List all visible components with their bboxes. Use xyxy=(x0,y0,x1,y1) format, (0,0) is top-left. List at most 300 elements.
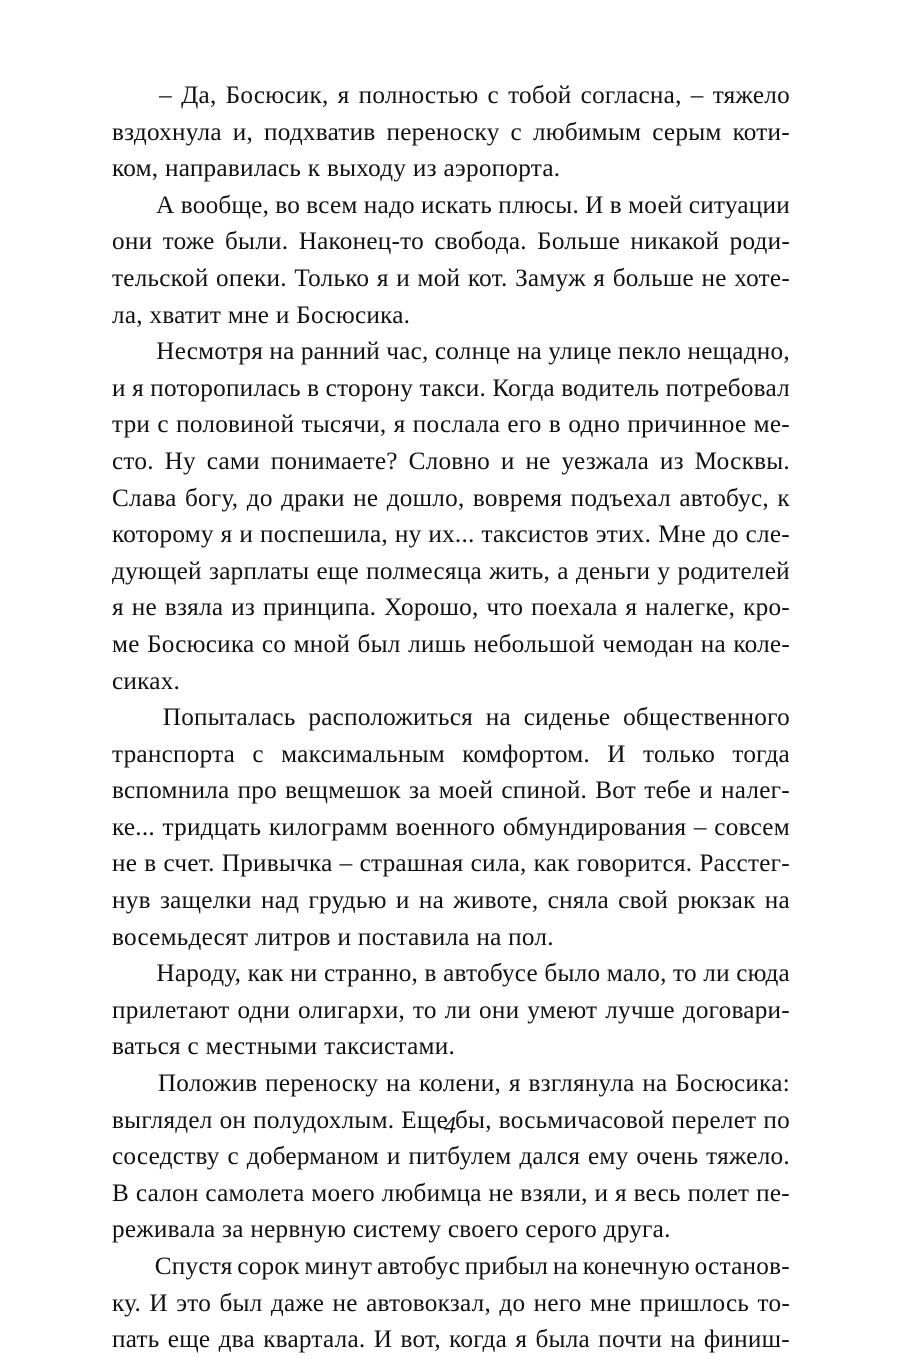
line-word: моей xyxy=(628,191,683,219)
line-word: поехала xyxy=(531,594,618,622)
line-word: комфортом. xyxy=(462,740,590,768)
line-word: то xyxy=(412,996,437,1024)
line-word: они xyxy=(479,996,520,1024)
line-word: больше xyxy=(612,264,694,292)
line-word: не xyxy=(701,264,727,292)
line-word: килограмм xyxy=(268,813,388,841)
line-word: из xyxy=(659,447,684,475)
line-word: И xyxy=(585,191,604,219)
line-word: дался xyxy=(519,1143,581,1171)
line-word: на xyxy=(670,1326,696,1354)
line-word: сорок xyxy=(237,1253,300,1280)
line-word: я xyxy=(112,594,124,622)
line-word: как xyxy=(247,960,284,988)
line-word: сняла xyxy=(547,887,609,915)
line-word: плюсы. xyxy=(498,191,580,219)
line-word: к xyxy=(777,484,790,512)
line-word: Положив xyxy=(157,1070,258,1098)
line-word: уезжала xyxy=(561,447,650,475)
line-word: что xyxy=(486,594,524,622)
line-word: финиш- xyxy=(703,1326,790,1354)
line-word: Да, xyxy=(181,82,217,109)
line-word: никакой xyxy=(630,228,720,256)
paragraph xyxy=(112,334,790,700)
line-word: не xyxy=(332,1289,358,1317)
line-word: и xyxy=(239,521,254,549)
line-word: Слава xyxy=(112,484,177,512)
line-word: очень xyxy=(636,1143,699,1171)
line-word: я xyxy=(337,82,350,109)
line-word: такси. xyxy=(419,374,487,402)
line-word: защелки xyxy=(159,887,252,915)
line-word: богу, xyxy=(184,484,239,512)
line-indent xyxy=(112,188,150,225)
line-word: мой xyxy=(417,264,461,292)
text-line xyxy=(112,444,790,481)
line-word: Привычка xyxy=(221,850,333,878)
line-word: рюкзак xyxy=(677,887,756,915)
line-word: одно xyxy=(568,411,621,439)
text-line xyxy=(112,261,790,298)
line-text: ваться с местными таксистами. xyxy=(112,1033,456,1061)
text-line xyxy=(112,1029,790,1066)
line-word: когда xyxy=(449,1326,508,1354)
line-word: Спустя xyxy=(154,1253,233,1280)
line-word: чемодан xyxy=(602,630,694,658)
text-line xyxy=(112,920,790,957)
line-word: транспорта xyxy=(112,740,236,768)
line-word: был xyxy=(219,1289,263,1317)
line-word: сто. xyxy=(112,447,154,475)
line-word: налег- xyxy=(721,777,790,805)
line-word: вообще, xyxy=(180,191,270,219)
line-text: ла, хватит мне и Босюсика. xyxy=(112,301,411,329)
line-word: потребовал xyxy=(665,374,790,402)
text-line xyxy=(112,627,790,664)
line-word: с xyxy=(487,82,499,109)
line-word: доберманом xyxy=(246,1143,380,1171)
line-word: серым xyxy=(652,118,722,146)
line-word: его xyxy=(507,411,542,439)
line-word: нув xyxy=(112,887,151,915)
line-word: зарплаты xyxy=(209,557,310,585)
line-word: на xyxy=(700,630,726,658)
line-word: одни xyxy=(237,996,291,1024)
line-word: свой xyxy=(618,887,669,915)
line-word: которому xyxy=(112,521,214,549)
line-word: Мне xyxy=(658,521,706,549)
line-word: я xyxy=(625,594,638,622)
line-word: И xyxy=(149,1289,168,1317)
text-line xyxy=(112,334,790,371)
line-word: пекло xyxy=(617,338,682,366)
text-line xyxy=(112,810,790,847)
line-word: вовремя xyxy=(472,484,563,512)
line-word: они xyxy=(112,228,153,256)
line-word: конечную xyxy=(582,1253,690,1280)
line-word: тысячи, xyxy=(301,411,387,439)
line-word: сле- xyxy=(745,521,790,549)
line-word: – xyxy=(339,850,353,878)
line-indent xyxy=(112,78,150,115)
line-word: салон xyxy=(135,1179,199,1207)
line-word: опеки. xyxy=(216,264,287,292)
line-word: моей xyxy=(438,777,494,805)
line-word: – xyxy=(693,813,707,841)
text-line xyxy=(112,1212,790,1249)
text-line xyxy=(112,151,790,188)
line-word: Вот xyxy=(595,777,637,805)
text-line xyxy=(112,554,790,591)
text-line xyxy=(112,956,790,993)
paragraph xyxy=(112,700,790,956)
line-word: Босюсика xyxy=(147,630,255,658)
line-word: на xyxy=(516,338,542,366)
line-word: Только xyxy=(294,264,370,292)
text-line xyxy=(112,115,790,152)
line-word: ли xyxy=(444,996,472,1024)
line-word: умеют xyxy=(527,996,598,1024)
line-word: солнце xyxy=(434,338,511,366)
page-text-body xyxy=(112,78,790,1359)
line-word: на xyxy=(418,887,445,915)
line-word: счет. xyxy=(163,850,215,878)
line-word: ли xyxy=(703,960,730,988)
line-word: полудохлым. xyxy=(253,1106,395,1134)
text-line xyxy=(112,1249,790,1286)
line-word: тогда xyxy=(732,740,790,768)
line-word: тобой xyxy=(508,82,572,109)
line-word: подъехал xyxy=(570,484,671,512)
line-word: за xyxy=(408,777,431,805)
line-word: был xyxy=(357,630,401,658)
line-word: общественного xyxy=(623,704,790,732)
line-word: в xyxy=(307,374,320,402)
line-word: Хорошо, xyxy=(384,594,479,622)
line-word: хоте- xyxy=(734,264,790,292)
line-word: дующей xyxy=(112,557,202,585)
line-word: в xyxy=(609,191,622,219)
line-word: на xyxy=(269,338,295,366)
line-word: мной xyxy=(293,630,351,658)
line-word: надо xyxy=(363,191,415,219)
line-word: согласна, xyxy=(580,82,682,109)
text-line xyxy=(112,298,790,335)
paragraph xyxy=(112,78,790,188)
line-word: тельской xyxy=(112,264,209,292)
line-word: вещмешок xyxy=(285,777,401,805)
line-word: свобода. xyxy=(434,228,527,256)
line-word: еще xyxy=(316,557,359,585)
line-word: и xyxy=(386,1143,401,1171)
text-line xyxy=(112,846,790,883)
page-number: 4 xyxy=(444,1113,456,1139)
line-indent xyxy=(112,700,150,737)
line-word: Когда xyxy=(492,374,555,402)
line-word: минут xyxy=(304,1253,373,1280)
line-word: коти- xyxy=(732,118,790,146)
line-word: а xyxy=(557,557,569,585)
line-word: их... xyxy=(428,521,475,549)
line-word: выглядел xyxy=(112,1106,213,1134)
text-line xyxy=(112,188,790,225)
line-word: не xyxy=(488,1179,514,1207)
line-word: небольшой xyxy=(473,630,595,658)
line-indent xyxy=(112,1249,150,1286)
line-word: олигархи, xyxy=(297,996,406,1024)
line-word: тридцать xyxy=(162,813,262,841)
line-text: восемьдесят литров и поставила на пол. xyxy=(112,923,554,951)
line-word: ситуации xyxy=(688,191,790,219)
line-word: И xyxy=(607,740,626,768)
line-word: животе, xyxy=(453,887,539,915)
line-word: не xyxy=(112,850,138,878)
line-word: налегке, xyxy=(645,594,736,622)
line-word: кро- xyxy=(743,594,790,622)
line-word: Еще xyxy=(401,1106,449,1134)
line-word: военного xyxy=(395,813,496,841)
line-word: тебе xyxy=(644,777,692,805)
line-word: расположиться xyxy=(308,704,474,732)
line-word: В xyxy=(112,1179,130,1207)
line-word: водитель xyxy=(561,374,660,402)
line-word: и xyxy=(594,1179,609,1207)
paragraph xyxy=(112,1066,790,1249)
line-word: я xyxy=(220,521,233,549)
line-word: и xyxy=(699,777,713,805)
line-word: автобус, xyxy=(679,484,769,512)
line-word: любимым xyxy=(532,118,642,146)
line-word: Босюсик, xyxy=(225,82,329,109)
line-word: понимаете? xyxy=(270,447,398,475)
line-word: – xyxy=(690,82,704,109)
line-word: это xyxy=(176,1289,212,1317)
line-indent xyxy=(112,334,150,371)
line-word: с xyxy=(510,118,522,146)
line-word: ку. xyxy=(112,1289,142,1317)
text-line xyxy=(112,1139,790,1176)
line-word: полет xyxy=(687,1179,750,1207)
line-word: мне xyxy=(590,1289,632,1317)
line-word: коле- xyxy=(733,630,790,658)
line-word: родителей xyxy=(677,557,790,585)
line-word: три xyxy=(112,411,151,439)
line-word: на xyxy=(386,1070,412,1098)
text-line xyxy=(112,737,790,774)
text-line xyxy=(112,883,790,920)
line-word: и, xyxy=(232,118,254,146)
line-word: тяжело xyxy=(712,82,790,109)
line-word: питбулем xyxy=(408,1143,512,1171)
line-word: полностью xyxy=(358,82,479,109)
line-word: прибыл xyxy=(464,1253,549,1280)
line-word: автобус xyxy=(376,1253,461,1280)
line-word: подхватив xyxy=(264,118,376,146)
line-word: жить, xyxy=(489,557,551,585)
line-word: пришлось xyxy=(639,1289,750,1317)
line-word: принципа. xyxy=(263,594,377,622)
line-word: и xyxy=(112,374,126,402)
line-word: пе- xyxy=(756,1179,790,1207)
line-word: час, xyxy=(386,338,429,366)
line-word: почти xyxy=(598,1326,663,1354)
line-word: страшная xyxy=(359,850,464,878)
text-line xyxy=(112,1066,790,1103)
line-word: с xyxy=(252,740,264,768)
line-word: полмесяца xyxy=(366,557,482,585)
line-word: и xyxy=(395,887,410,915)
line-word: ему xyxy=(588,1143,629,1171)
text-line xyxy=(112,700,790,737)
line-word: я xyxy=(508,1070,521,1098)
text-line xyxy=(112,517,790,554)
line-word: даже xyxy=(270,1289,325,1317)
line-word: на xyxy=(764,887,790,915)
text-line xyxy=(112,993,790,1030)
line-word: грудью xyxy=(308,887,387,915)
line-word: я xyxy=(376,264,389,292)
paragraph xyxy=(112,1249,790,1359)
line-word: прилетают xyxy=(112,996,230,1024)
line-word: до xyxy=(499,1289,526,1317)
line-word: дошло, xyxy=(386,484,465,512)
line-word: из xyxy=(231,594,256,622)
text-line xyxy=(112,371,790,408)
line-word: весь xyxy=(633,1179,681,1207)
line-word: – xyxy=(159,82,172,109)
line-word: и xyxy=(500,447,515,475)
line-word: на xyxy=(552,1253,579,1280)
line-word: вспомнила xyxy=(112,777,230,805)
line-word: взяли, xyxy=(520,1179,588,1207)
line-word: до xyxy=(712,521,739,549)
line-word: него xyxy=(533,1289,582,1317)
line-word: пать xyxy=(112,1326,160,1354)
line-word: он xyxy=(219,1106,247,1134)
line-word: как xyxy=(533,850,570,878)
line-word: сила, xyxy=(470,850,527,878)
line-word: искать xyxy=(421,191,493,219)
line-word: А xyxy=(156,191,175,219)
line-word: Несмотря xyxy=(156,338,264,366)
line-word: у xyxy=(657,557,671,585)
line-word: колени, xyxy=(419,1070,502,1098)
line-word: останов- xyxy=(694,1253,790,1280)
line-word: про xyxy=(237,777,277,805)
line-word: я xyxy=(515,1326,528,1354)
line-word: на xyxy=(642,1070,668,1098)
line-word: не xyxy=(353,484,379,512)
line-word: Больше xyxy=(537,228,621,256)
line-word: причинное xyxy=(627,411,747,439)
line-word: роди- xyxy=(729,228,790,256)
line-text: ком, направилась к выходу из аэропорта. xyxy=(112,155,561,183)
line-word: любимца xyxy=(381,1179,482,1207)
line-word: ну xyxy=(394,521,422,549)
line-word: всем xyxy=(306,191,358,219)
line-word: в xyxy=(424,960,437,988)
text-line xyxy=(112,407,790,444)
text-line xyxy=(112,481,790,518)
line-word: со xyxy=(261,630,287,658)
line-word: лучше xyxy=(605,996,675,1024)
line-word: ке... xyxy=(112,813,155,841)
line-word: Замуж xyxy=(515,264,586,292)
line-word: было xyxy=(544,960,601,988)
line-word: с xyxy=(227,1143,239,1171)
paragraph xyxy=(112,956,790,1066)
line-word: во xyxy=(275,191,301,219)
line-word: Попыталась xyxy=(162,704,296,732)
line-word: переноску xyxy=(265,1070,379,1098)
line-word: Босюсика: xyxy=(675,1070,790,1098)
line-word: поторопилась xyxy=(150,374,301,402)
line-word: нещадно, xyxy=(687,338,790,366)
line-word: взяла xyxy=(164,594,224,622)
line-word: была xyxy=(535,1326,590,1354)
line-word: бы, xyxy=(454,1106,492,1134)
line-word: не xyxy=(525,447,551,475)
line-word: переноску xyxy=(386,118,500,146)
line-word: Народу, xyxy=(156,960,242,988)
line-word: соседству xyxy=(112,1143,220,1171)
text-line xyxy=(112,664,790,701)
text-line xyxy=(112,590,790,627)
line-word: странно, xyxy=(323,960,419,988)
line-word: улице xyxy=(548,338,612,366)
line-text: сиках. xyxy=(112,667,181,695)
line-word: восьмичасовой xyxy=(498,1106,665,1134)
line-word: Словно xyxy=(408,447,491,475)
line-word: вот, xyxy=(400,1326,441,1354)
line-word: были. xyxy=(224,228,289,256)
line-word: этих. xyxy=(595,521,652,549)
line-word: Расстег- xyxy=(699,850,790,878)
line-word: по xyxy=(763,1106,790,1134)
line-word: я xyxy=(393,411,406,439)
line-indent xyxy=(112,1066,150,1103)
paragraph xyxy=(112,188,790,334)
line-word: ранний xyxy=(300,338,381,366)
line-word: сиденье xyxy=(523,704,611,732)
line-word: в xyxy=(548,411,562,439)
line-word: я xyxy=(614,1179,627,1207)
text-line xyxy=(112,1176,790,1213)
line-word: поспешила, xyxy=(260,521,388,549)
line-word: лишь xyxy=(408,630,467,658)
line-word: два xyxy=(218,1326,255,1354)
line-word: договари- xyxy=(682,996,790,1024)
line-word: ни xyxy=(290,960,318,988)
line-indent xyxy=(112,956,150,993)
line-word: на xyxy=(485,704,511,732)
line-word: вздохнула xyxy=(112,118,222,146)
line-word: сюда xyxy=(736,960,790,988)
text-line xyxy=(112,224,790,261)
line-word: то- xyxy=(757,1289,790,1317)
line-word: только xyxy=(643,740,716,768)
line-word: я xyxy=(132,374,144,402)
line-word: мало, xyxy=(606,960,667,988)
line-word: над xyxy=(260,887,300,915)
line-word: и xyxy=(396,264,410,292)
line-word: совсем xyxy=(714,813,790,841)
line-word: И xyxy=(373,1326,393,1354)
line-word: взглянула xyxy=(528,1070,635,1098)
line-word: квартала. xyxy=(263,1326,366,1354)
text-line xyxy=(112,773,790,810)
line-word: я xyxy=(593,264,606,292)
